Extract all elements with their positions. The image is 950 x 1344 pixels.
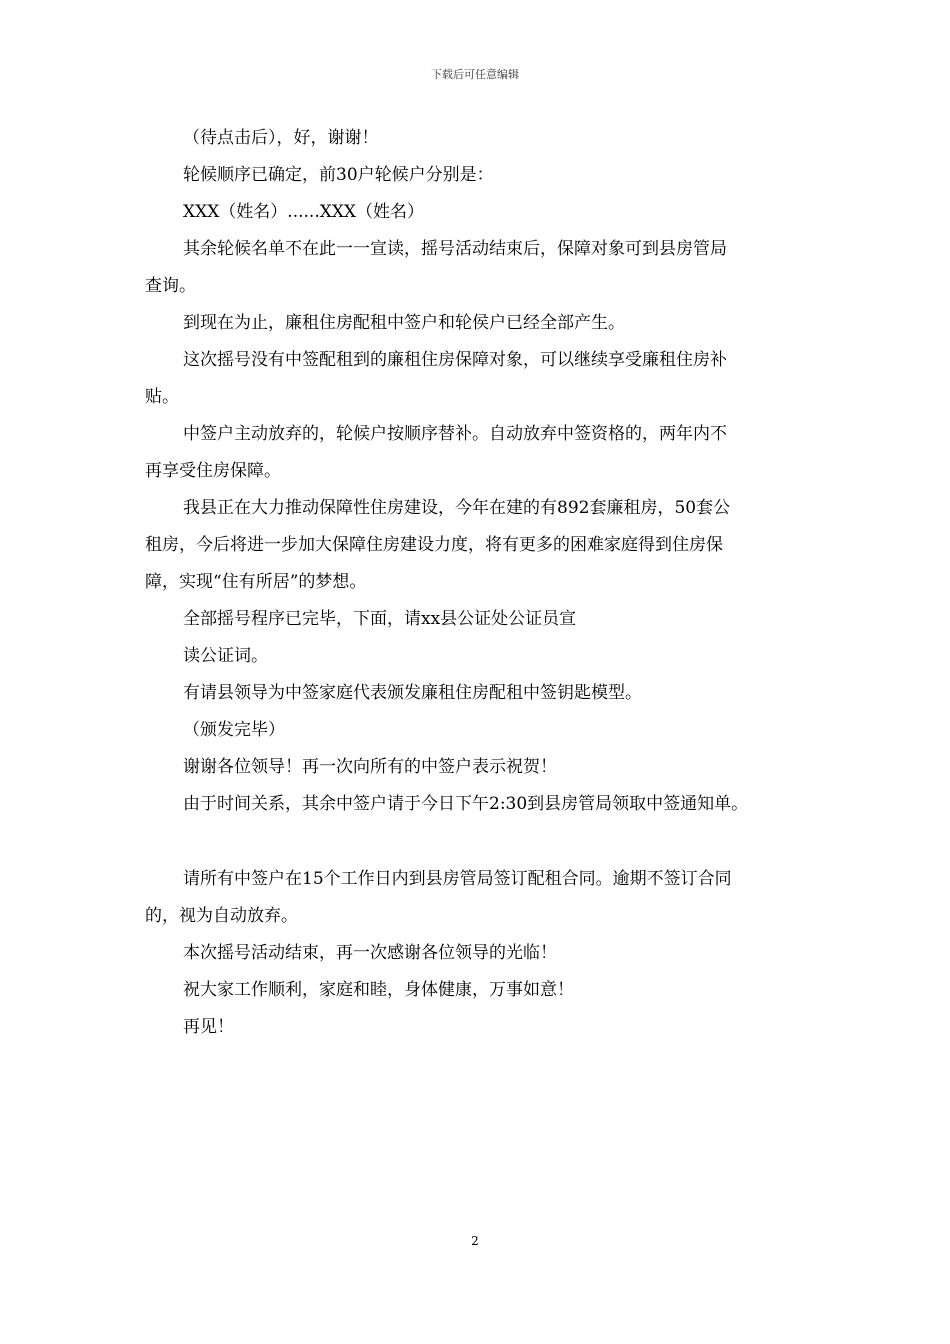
document-body bbox=[145, 120, 825, 1046]
paragraph-line: 由于时间关系，其余中签户请于今日下午2:30到县房管局领取中签通知单。 bbox=[183, 794, 749, 814]
paragraph-line: 租房，今后将进一步加大保障住房建设力度，将有更多的困难家庭得到住房保 bbox=[145, 535, 723, 555]
paragraph-line: 祝大家工作顺利，家庭和睦，身体健康，万事如意！ bbox=[183, 980, 574, 1000]
paragraph-line: 到现在为止，廉租住房配租中签户和轮侯户已经全部产生。 bbox=[183, 313, 625, 333]
paragraph-line: （待点击后），好，谢谢！ bbox=[183, 128, 379, 148]
paragraph-line: 轮候顺序已确定，前30户轮候户分别是： bbox=[183, 165, 494, 185]
paragraph-line: 我县正在大力推动保障性住房建设，今年在建的有892套廉租房，50套公 bbox=[183, 498, 731, 518]
paragraph-line: 贴。 bbox=[145, 387, 179, 407]
paragraph-line: 谢谢各位领导！再一次向所有的中签户表示祝贺！ bbox=[183, 757, 557, 777]
paragraph-line: 再见！ bbox=[183, 1017, 234, 1037]
paragraph-line: 全部摇号程序已完毕，下面，请xx县公证处公证员宣 bbox=[183, 609, 577, 629]
paragraph-line: （颁发完毕） bbox=[183, 720, 285, 740]
paragraph-line: 请所有中签户在15个工作日内到县房管局签订配租合同。逾期不签订合同 bbox=[183, 869, 732, 889]
paragraph-line: 这次摇号没有中签配租到的廉租住房保障对象，可以继续享受廉租住房补 bbox=[183, 350, 727, 370]
paragraph-line: XXX（姓名）......XXX（姓名） bbox=[183, 202, 425, 222]
page-number: 2 bbox=[471, 1234, 479, 1248]
paragraph-line: 再享受住房保障。 bbox=[145, 461, 281, 481]
paragraph-line: 中签户主动放弃的，轮候户按顺序替补。自动放弃中签资格的，两年内不 bbox=[183, 424, 727, 444]
paragraph-line: 的，视为自动放弃。 bbox=[145, 906, 298, 926]
paragraph-line: 有请县领导为中签家庭代表颁发廉租住房配租中签钥匙模型。 bbox=[183, 683, 642, 703]
paragraph-line: 读公证词。 bbox=[183, 646, 268, 666]
paragraph-line: 本次摇号活动结束，再一次感谢各位领导的光临！ bbox=[183, 943, 557, 963]
paragraph-line: 查询。 bbox=[145, 276, 196, 296]
paragraph-line: 障，实现“住有所居”的梦想。 bbox=[145, 572, 367, 592]
page-header: 下载后可任意编辑 bbox=[431, 68, 519, 81]
blank-line bbox=[145, 823, 825, 861]
paragraph-line: 其余轮候名单不在此一一宣读，摇号活动结束后，保障对象可到县房管局 bbox=[183, 239, 727, 259]
